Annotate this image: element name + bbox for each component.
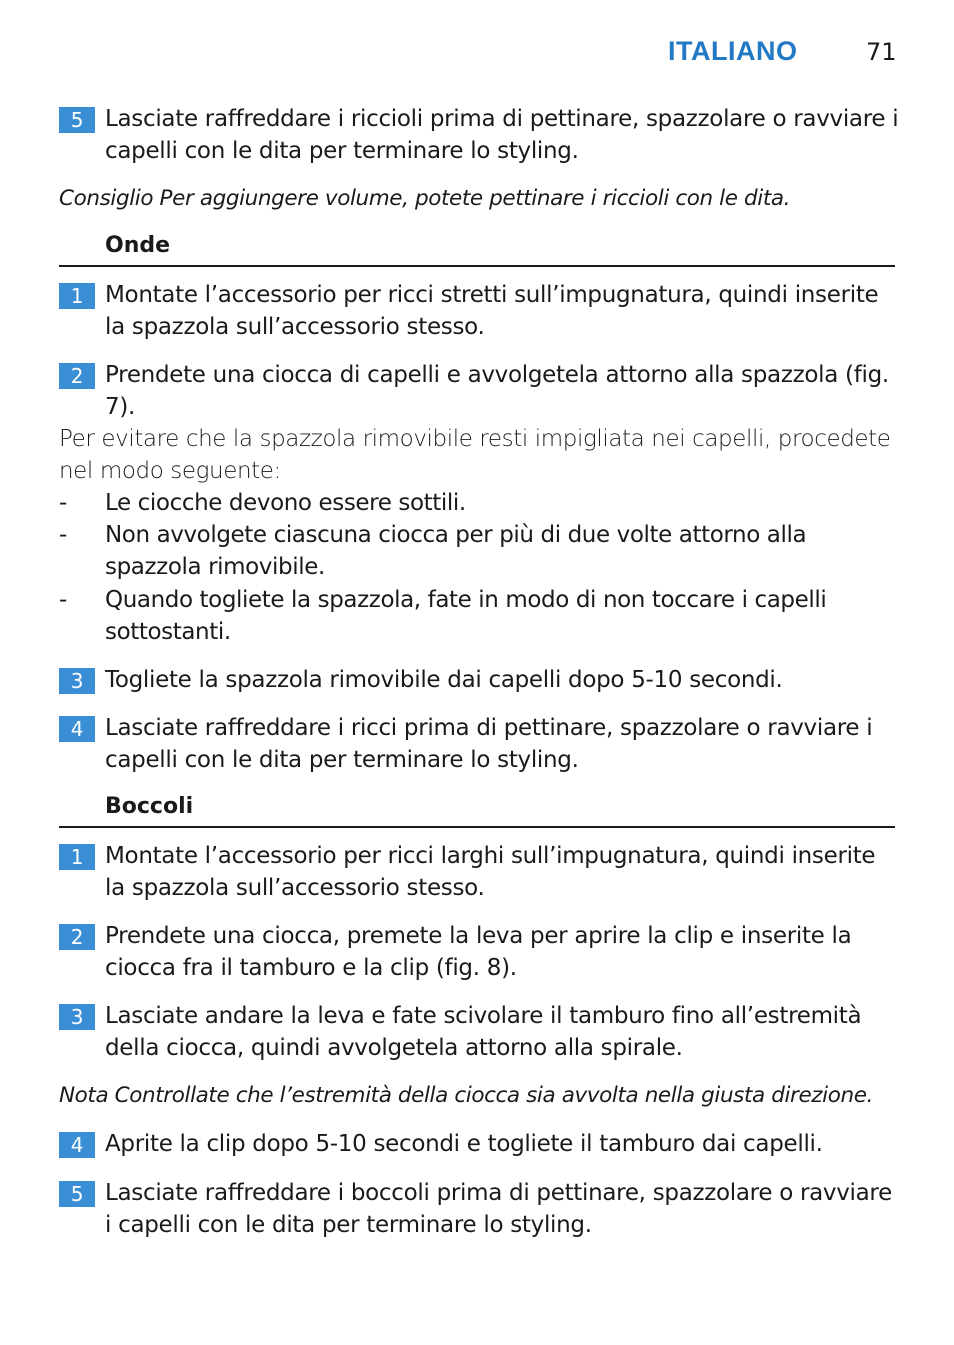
step-text: Lasciate raffreddare i boccoli prima di pettinare, spazzolare o ravviare i capelli con le dita per terminare lo styling.: [105, 1180, 892, 1238]
section-title-onde: Onde: [105, 233, 171, 258]
list-item-text: Quando togliete la spazzola, fate in modo di non toccare i capelli sottostanti.: [105, 587, 827, 645]
step-text: Prendete una ciocca, premete la leva per aprire la clip e inserite la ciocca fra il tamburo e la clip (fig. 8).: [105, 923, 852, 981]
bullet-dash: -: [59, 587, 67, 613]
step-number-badge: 1: [59, 844, 95, 870]
step-text: Aprite la clip dopo 5-10 secondi e togliete il tamburo dai capelli.: [105, 1131, 823, 1157]
step-number-badge: 1: [59, 283, 95, 309]
step-text: Lasciate raffreddare i ricci prima di pettinare, spazzolare o ravviare i capelli con le dita per terminare lo styling.: [105, 715, 873, 773]
onde-step-2: [59, 359, 899, 423]
step-text: Montate l’accessorio per ricci larghi sull’impugnatura, quindi inserite la spazzola sull’accessorio stesso.: [105, 843, 876, 901]
step-text: Togliete la spazzola rimovibile dai capelli dopo 5-10 secondi.: [105, 667, 783, 693]
boccoli-step-2: [59, 920, 899, 984]
section-divider: [59, 265, 895, 267]
list-item-text: Le ciocche devono essere sottili.: [105, 490, 466, 516]
section-divider: [59, 826, 895, 828]
intro-step-5: [59, 103, 899, 167]
onde-step-1: [59, 279, 899, 343]
step-number-badge: 3: [59, 668, 95, 694]
onde-note: Per evitare che la spazzola rimovibile resti impigliata nei capelli, procedete nel modo seguente:: [59, 426, 891, 484]
list-item: [59, 487, 899, 519]
step-text: Lasciate raffreddare i riccioli prima di pettinare, spazzolare o ravviare i capelli con le dita per terminare lo styling.: [105, 106, 899, 164]
step-text: Prendete una ciocca di capelli e avvolgetela attorno alla spazzola (fig. 7).: [105, 362, 889, 420]
step-number-badge: 4: [59, 1132, 95, 1158]
step-number-badge: 5: [59, 1181, 95, 1207]
list-item: [59, 519, 899, 583]
list-item-text: Non avvolgete ciascuna ciocca per più di due volte attorno alla spazzola rimovibile.: [105, 522, 807, 580]
bullet-dash: -: [59, 490, 67, 516]
onde-step-4: [59, 712, 899, 776]
step-number-badge: 2: [59, 363, 95, 389]
step-number-badge: 4: [59, 716, 95, 742]
boccoli-step-1: [59, 840, 899, 904]
step-number-badge: 2: [59, 924, 95, 950]
step-text: Montate l’accessorio per ricci stretti sull’impugnatura, quindi inserite la spazzola sull’accessorio stesso.: [105, 282, 879, 340]
boccoli-step-4: [59, 1128, 899, 1160]
section-title-boccoli: Boccoli: [105, 794, 194, 819]
step-text: Lasciate andare la leva e fate scivolare il tamburo fino all’estremità della ciocca, quindi avvolgetela attorno alla spirale.: [105, 1003, 862, 1061]
boccoli-step-5: [59, 1177, 899, 1241]
onde-step-3: [59, 664, 899, 696]
list-item: [59, 584, 899, 648]
step-number-badge: 3: [59, 1004, 95, 1030]
page-number: 71: [866, 38, 897, 66]
language-heading: ITALIANO: [668, 36, 798, 66]
step-number-badge: 5: [59, 107, 95, 133]
boccoli-step-3: [59, 1000, 899, 1064]
boccoli-note: Nota Controllate che l’estremità della ciocca sia avvolta nella giusta direzione.: [59, 1083, 873, 1108]
tip-note: Consiglio Per aggiungere volume, potete pettinare i riccioli con le dita.: [59, 186, 791, 211]
bullet-dash: -: [59, 522, 67, 548]
